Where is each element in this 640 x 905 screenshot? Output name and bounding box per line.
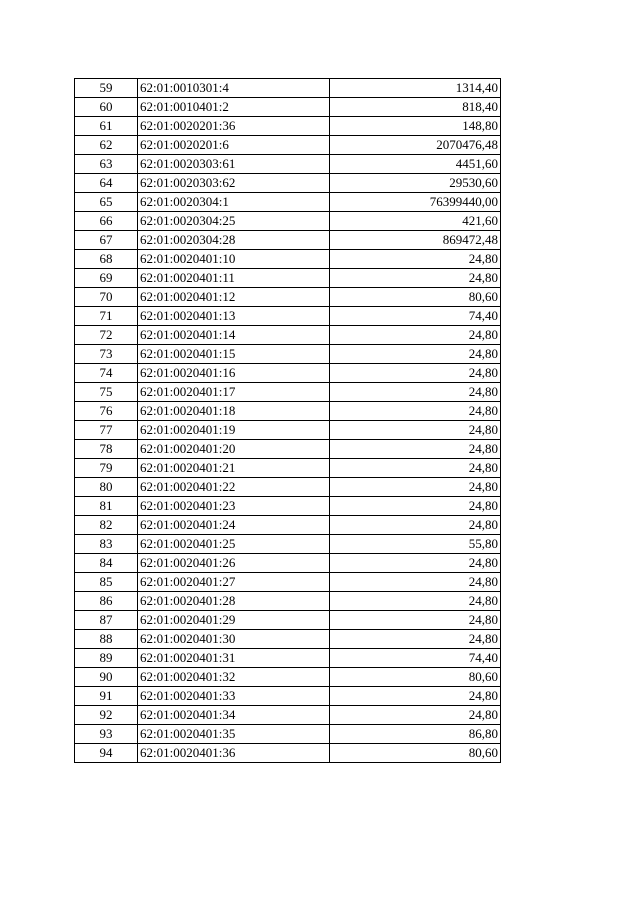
table-row	[75, 592, 501, 611]
table-row	[75, 155, 501, 174]
cadastral-number-cell: 62:01:0020401:27	[138, 573, 330, 592]
row-number-cell: 70	[75, 288, 138, 307]
cadastral-number-cell: 62:01:0020401:18	[138, 402, 330, 421]
row-number-cell: 77	[75, 421, 138, 440]
value-cell: 24,80	[330, 478, 501, 497]
table-row	[75, 231, 501, 250]
value-cell: 24,80	[330, 516, 501, 535]
cadastral-number-cell: 62:01:0020304:1	[138, 193, 330, 212]
value-cell: 148,80	[330, 117, 501, 136]
cadastral-number-cell: 62:01:0020401:16	[138, 364, 330, 383]
table-row	[75, 402, 501, 421]
value-cell: 24,80	[330, 592, 501, 611]
cadastral-number-cell: 62:01:0020401:12	[138, 288, 330, 307]
table-row	[75, 364, 501, 383]
table-row	[75, 117, 501, 136]
cadastral-number-cell: 62:01:0020304:25	[138, 212, 330, 231]
row-number-cell: 76	[75, 402, 138, 421]
table-row	[75, 535, 501, 554]
value-cell: 80,60	[330, 668, 501, 687]
cadastral-number-cell: 62:01:0020401:26	[138, 554, 330, 573]
row-number-cell: 89	[75, 649, 138, 668]
row-number-cell: 85	[75, 573, 138, 592]
row-number-cell: 81	[75, 497, 138, 516]
row-number-cell: 84	[75, 554, 138, 573]
table-row	[75, 554, 501, 573]
row-number-cell: 92	[75, 706, 138, 725]
value-cell: 24,80	[330, 554, 501, 573]
table-row	[75, 250, 501, 269]
value-cell: 24,80	[330, 706, 501, 725]
table-row	[75, 630, 501, 649]
cadastral-number-cell: 62:01:0010401:2	[138, 98, 330, 117]
row-number-cell: 72	[75, 326, 138, 345]
row-number-cell: 67	[75, 231, 138, 250]
cadastral-number-cell: 62:01:0020401:15	[138, 345, 330, 364]
table-row	[75, 98, 501, 117]
value-cell: 24,80	[330, 611, 501, 630]
cadastral-number-cell: 62:01:0020401:35	[138, 725, 330, 744]
table-row	[75, 649, 501, 668]
table-row	[75, 174, 501, 193]
row-number-cell: 79	[75, 459, 138, 478]
table-row	[75, 687, 501, 706]
table-row	[75, 421, 501, 440]
cadastral-number-cell: 62:01:0020303:61	[138, 155, 330, 174]
table-row	[75, 725, 501, 744]
table-row	[75, 611, 501, 630]
value-cell: 4451,60	[330, 155, 501, 174]
cadastral-table	[74, 78, 501, 763]
cadastral-number-cell: 62:01:0020401:17	[138, 383, 330, 402]
row-number-cell: 60	[75, 98, 138, 117]
cadastral-number-cell: 62:01:0020401:23	[138, 497, 330, 516]
value-cell: 2070476,48	[330, 136, 501, 155]
row-number-cell: 74	[75, 364, 138, 383]
table-row	[75, 744, 501, 763]
cadastral-number-cell: 62:01:0020401:31	[138, 649, 330, 668]
cadastral-number-cell: 62:01:0010301:4	[138, 79, 330, 98]
cadastral-number-cell: 62:01:0020401:20	[138, 440, 330, 459]
row-number-cell: 69	[75, 269, 138, 288]
value-cell: 24,80	[330, 402, 501, 421]
table-row	[75, 516, 501, 535]
table-row	[75, 573, 501, 592]
value-cell: 29530,60	[330, 174, 501, 193]
row-number-cell: 61	[75, 117, 138, 136]
value-cell: 76399440,00	[330, 193, 501, 212]
row-number-cell: 75	[75, 383, 138, 402]
row-number-cell: 63	[75, 155, 138, 174]
value-cell: 74,40	[330, 649, 501, 668]
row-number-cell: 64	[75, 174, 138, 193]
table-row	[75, 459, 501, 478]
cadastral-number-cell: 62:01:0020401:14	[138, 326, 330, 345]
value-cell: 24,80	[330, 269, 501, 288]
row-number-cell: 86	[75, 592, 138, 611]
value-cell: 24,80	[330, 250, 501, 269]
cadastral-number-cell: 62:01:0020401:36	[138, 744, 330, 763]
table-row	[75, 288, 501, 307]
cadastral-number-cell: 62:01:0020401:25	[138, 535, 330, 554]
table-row	[75, 478, 501, 497]
table-row	[75, 326, 501, 345]
value-cell: 24,80	[330, 459, 501, 478]
row-number-cell: 83	[75, 535, 138, 554]
value-cell: 24,80	[330, 573, 501, 592]
value-cell: 818,40	[330, 98, 501, 117]
table-row	[75, 668, 501, 687]
cadastral-number-cell: 62:01:0020401:34	[138, 706, 330, 725]
row-number-cell: 65	[75, 193, 138, 212]
value-cell: 24,80	[330, 364, 501, 383]
row-number-cell: 62	[75, 136, 138, 155]
value-cell: 1314,40	[330, 79, 501, 98]
value-cell: 74,40	[330, 307, 501, 326]
value-cell: 24,80	[330, 687, 501, 706]
value-cell: 24,80	[330, 440, 501, 459]
cadastral-number-cell: 62:01:0020303:62	[138, 174, 330, 193]
cadastral-number-cell: 62:01:0020401:30	[138, 630, 330, 649]
row-number-cell: 66	[75, 212, 138, 231]
row-number-cell: 73	[75, 345, 138, 364]
row-number-cell: 94	[75, 744, 138, 763]
row-number-cell: 68	[75, 250, 138, 269]
value-cell: 421,60	[330, 212, 501, 231]
table-row	[75, 345, 501, 364]
value-cell: 80,60	[330, 744, 501, 763]
table-body	[75, 79, 501, 763]
cadastral-number-cell: 62:01:0020304:28	[138, 231, 330, 250]
cadastral-number-cell: 62:01:0020401:33	[138, 687, 330, 706]
cadastral-number-cell: 62:01:0020401:22	[138, 478, 330, 497]
value-cell: 24,80	[330, 630, 501, 649]
row-number-cell: 88	[75, 630, 138, 649]
cadastral-number-cell: 62:01:0020401:29	[138, 611, 330, 630]
row-number-cell: 78	[75, 440, 138, 459]
row-number-cell: 90	[75, 668, 138, 687]
value-cell: 24,80	[330, 345, 501, 364]
table-row	[75, 193, 501, 212]
table-row	[75, 497, 501, 516]
row-number-cell: 82	[75, 516, 138, 535]
table-row	[75, 440, 501, 459]
value-cell: 24,80	[330, 326, 501, 345]
table-row	[75, 136, 501, 155]
cadastral-number-cell: 62:01:0020401:19	[138, 421, 330, 440]
cadastral-number-cell: 62:01:0020401:13	[138, 307, 330, 326]
table-row	[75, 269, 501, 288]
cadastral-number-cell: 62:01:0020401:28	[138, 592, 330, 611]
table-row	[75, 383, 501, 402]
value-cell: 24,80	[330, 383, 501, 402]
cadastral-number-cell: 62:01:0020401:10	[138, 250, 330, 269]
row-number-cell: 93	[75, 725, 138, 744]
value-cell: 80,60	[330, 288, 501, 307]
value-cell: 869472,48	[330, 231, 501, 250]
value-cell: 55,80	[330, 535, 501, 554]
cadastral-number-cell: 62:01:0020201:36	[138, 117, 330, 136]
row-number-cell: 91	[75, 687, 138, 706]
value-cell: 86,80	[330, 725, 501, 744]
value-cell: 24,80	[330, 497, 501, 516]
table-row	[75, 307, 501, 326]
cadastral-number-cell: 62:01:0020201:6	[138, 136, 330, 155]
cadastral-number-cell: 62:01:0020401:32	[138, 668, 330, 687]
row-number-cell: 87	[75, 611, 138, 630]
row-number-cell: 80	[75, 478, 138, 497]
cadastral-number-cell: 62:01:0020401:24	[138, 516, 330, 535]
row-number-cell: 71	[75, 307, 138, 326]
row-number-cell: 59	[75, 79, 138, 98]
table-row	[75, 706, 501, 725]
table-row	[75, 79, 501, 98]
cadastral-number-cell: 62:01:0020401:21	[138, 459, 330, 478]
table-row	[75, 212, 501, 231]
cadastral-number-cell: 62:01:0020401:11	[138, 269, 330, 288]
value-cell: 24,80	[330, 421, 501, 440]
